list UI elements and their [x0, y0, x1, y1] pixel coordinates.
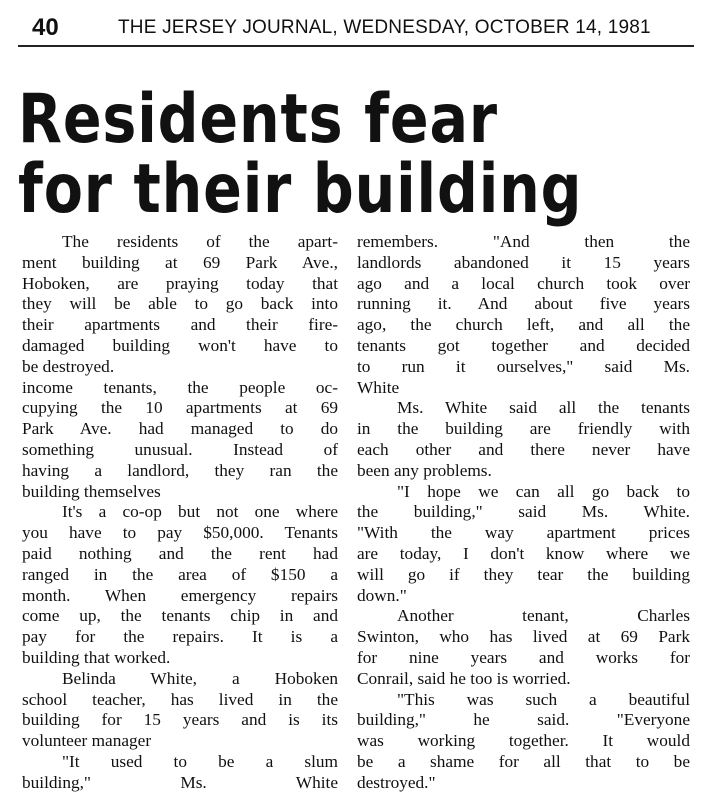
text-line: pay for the repairs. It is a [22, 627, 338, 647]
text-line: they will be able to go back into [22, 294, 338, 314]
headline-line-1: Residents fear [18, 80, 498, 159]
text-line: "It used to be a slum [62, 751, 338, 771]
text-line: you have to pay $50,000. Tenants [22, 523, 338, 543]
text-line: landlords abandoned it 15 years [357, 252, 690, 272]
text-line: having a landlord, they ran the [22, 460, 338, 480]
text-line: volunteer manager [22, 731, 152, 751]
text-line: to run it ourselves," said Ms. [357, 356, 690, 376]
paragraph [357, 398, 690, 481]
text-line: income tenants, the people oc- [22, 377, 338, 397]
page-number: 40 [32, 14, 59, 41]
text-line: school teacher, has lived in the [22, 689, 338, 709]
paragraph [22, 669, 338, 752]
masthead: THE JERSEY JOURNAL, WEDNESDAY, OCTOBER 14, 1981 [118, 17, 651, 38]
text-line: Conrail, said he too is worried. [357, 668, 571, 688]
text-line: It's a co-op but not one where [62, 502, 338, 522]
text-line: "I hope we can all go back to [397, 481, 690, 501]
text-line: the building," said Ms. White. [357, 502, 690, 522]
paragraph [357, 232, 690, 398]
headline-line-2: for their building [18, 150, 583, 229]
text-line: each other and there never have [357, 439, 690, 459]
text-line: ranged in the area of $150 a [22, 564, 338, 584]
text-line: destroyed." [357, 772, 436, 792]
text-line: ment building at 69 Park Ave., [22, 252, 338, 272]
text-line: remembers. "And then the [357, 232, 690, 251]
text-line: for nine years and works for [357, 647, 690, 667]
article-column-left [22, 232, 338, 794]
text-line: cupying the 10 apartments at 69 [22, 398, 338, 418]
text-line: be destroyed. [22, 356, 115, 376]
text-line: building for 15 years and is its [22, 710, 338, 730]
text-line: was working together. It would [357, 731, 690, 751]
text-line: ago and a local church took over [357, 273, 690, 293]
paragraph [22, 502, 338, 668]
text-line: building that worked. [22, 647, 171, 667]
text-line: paid nothing and the rent had [22, 543, 338, 563]
text-line: Hoboken, are praying today that [22, 273, 338, 293]
text-line: are today, I don't know where we [357, 543, 690, 563]
text-line: come up, the tenants chip in and [22, 606, 338, 626]
text-line: in the building are friendly with [357, 419, 690, 439]
paragraph [22, 232, 338, 378]
paragraph [22, 378, 338, 503]
text-line: be a shame for all that to be [357, 751, 690, 771]
text-line: White [357, 377, 400, 397]
paragraph [357, 606, 690, 689]
text-line: month. When emergency repairs [22, 585, 338, 605]
paragraph [357, 482, 690, 607]
text-line: will go if they tear the building [357, 564, 690, 584]
article-column-right [357, 232, 690, 794]
text-line: damaged building won't have to [22, 335, 338, 355]
paragraph [22, 752, 338, 794]
header-rule [18, 45, 694, 47]
text-line: Belinda White, a Hoboken [62, 668, 338, 688]
text-line: tenants got together and decided [357, 335, 690, 355]
text-line: running it. And about five years [357, 294, 690, 314]
text-line: building," he said. "Everyone [357, 710, 690, 730]
text-line: Swinton, who has lived at 69 Park [357, 627, 690, 647]
text-line: ago, the church left, and all the [357, 315, 690, 335]
text-line: The residents of the apart- [62, 232, 338, 251]
text-line: building themselves [22, 481, 161, 501]
text-line: "This was such a beautiful [397, 689, 690, 709]
paragraph [357, 690, 690, 794]
text-line: "With the way apartment prices [357, 523, 690, 543]
text-line: Ms. White said all the tenants [397, 398, 690, 418]
text-line: down." [357, 585, 407, 605]
text-line: something unusual. Instead of [22, 439, 338, 459]
text-line: been any problems. [357, 460, 492, 480]
text-line: Another tenant, Charles [397, 606, 690, 626]
text-line: their apartments and their fire- [22, 315, 338, 335]
text-line: building," Ms. White [22, 772, 338, 792]
text-line: Park Ave. had managed to do [22, 419, 338, 439]
